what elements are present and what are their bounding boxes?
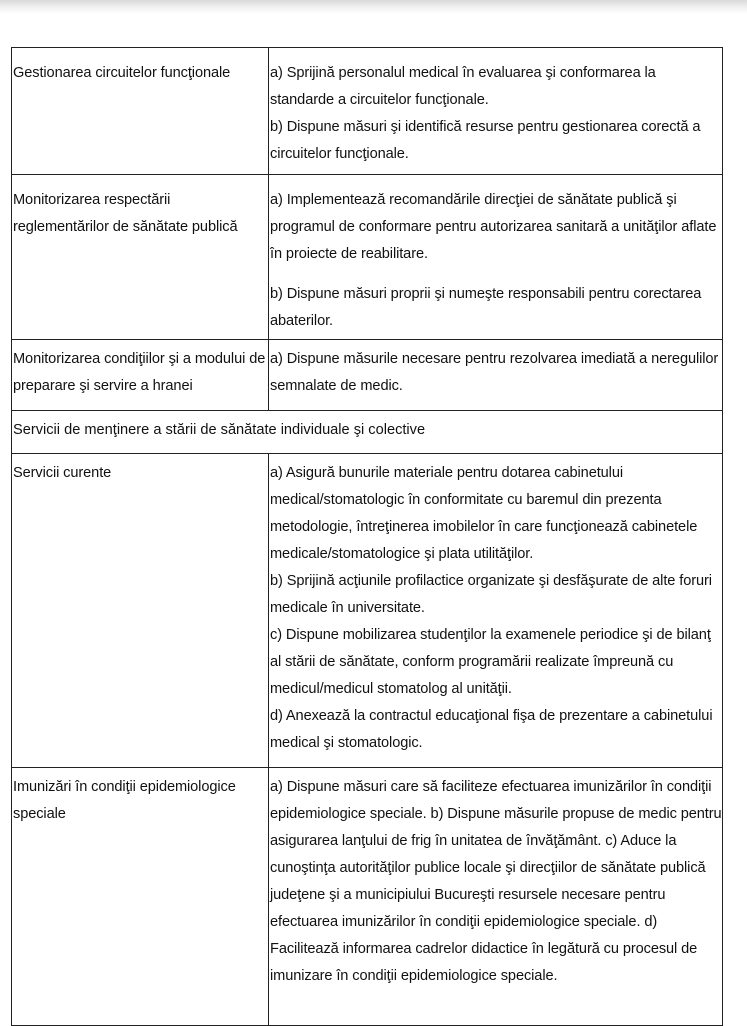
table-row bbox=[12, 174, 722, 339]
measure-item: b) Dispune măsuri proprii şi numeşte responsabili pentru corectarea abaterilor. bbox=[270, 286, 702, 329]
measure-item: a) Implementează recomandările direcţiei de sănătate publică şi programul de conformare pentru autorizarea sanitară a unităţilor aflate în proiecte de reabilitare. bbox=[270, 192, 717, 262]
area-cell: Monitorizarea condiţiilor şi a modului de preparare şi servire a hranei bbox=[12, 340, 269, 410]
area-cell: Imunizări în condiţii epidemiologice speciale bbox=[12, 768, 269, 1025]
measure-item: a) Dispune măsurile necesare pentru rezolvarea imediată a neregulilor semnalate de medic. bbox=[270, 351, 719, 394]
area-cell: Gestionarea circuitelor funcţionale bbox=[12, 48, 269, 174]
measures-cell bbox=[269, 768, 722, 1025]
measure-item: a) Sprijină personalul medical în evaluarea şi conformarea la standarde a circuitelor funcţionale. bbox=[270, 65, 656, 108]
measure-item: b) Dispune măsuri şi identifică resurse pentru gestionarea corectă a circuitelor funcţionale. bbox=[270, 119, 701, 162]
area-cell: Monitorizarea respectării reglementărilor de sănătate publică bbox=[12, 175, 269, 339]
table-row bbox=[12, 767, 722, 1025]
measures-cell bbox=[269, 175, 722, 339]
table-row bbox=[12, 339, 722, 410]
measure-item: b) Sprijină acţiunile profilactice organizate şi desfăşurate de alte foruri medicale în universitate. bbox=[270, 573, 712, 616]
measure-item: c) Dispune mobilizarea studenţilor la examenele periodice şi de bilanţ al stării de sănătate, conform programării realizate împreună cu medicul/medicul stomatolog al unităţii. bbox=[270, 627, 711, 697]
measure-item: d) Anexează la contractul educaţional fişa de prezentare a cabinetului medical şi stomatologic. bbox=[270, 708, 713, 751]
measures-cell bbox=[269, 340, 722, 410]
measure-item: a) Asigură bunurile materiale pentru dotarea cabinetului medical/stomatologic în conformitate cu baremul din prezenta metodologie, întreţinerea imobilelor în care funcţionează cabinetele medicale/stomatologice şi plata utilităţilor. bbox=[270, 465, 698, 562]
table-row bbox=[12, 48, 722, 174]
area-cell: Servicii curente bbox=[12, 454, 269, 767]
measures-cell bbox=[269, 48, 722, 174]
table-row bbox=[12, 453, 722, 767]
page-top-shadow bbox=[0, 0, 747, 14]
section-header-row bbox=[12, 410, 722, 453]
responsibilities-table bbox=[11, 47, 723, 1026]
measures-cell bbox=[269, 454, 722, 767]
section-header: Servicii de menţinere a stării de sănătate individuale şi colective bbox=[13, 422, 426, 438]
measure-item: a) Dispune măsuri care să faciliteze efectuarea imunizărilor în condiţii epidemiologice speciale. b) Dispune măsurile propuse de medic pentru asigurarea lanţului de frig în unitatea de învăţământ. c) Aduce la cunoştinţa autorităţilor publice locale şi direcţiilor de sănătate publică judeţene şi a municipiului Bucureşti resursele necesare pentru efectuarea imunizărilor în condiţii epidemiologice speciale. d) Facilitează informarea cadrelor didactice în legătură cu procesul de imunizare în condiţii epidemiologice speciale. bbox=[270, 779, 722, 984]
